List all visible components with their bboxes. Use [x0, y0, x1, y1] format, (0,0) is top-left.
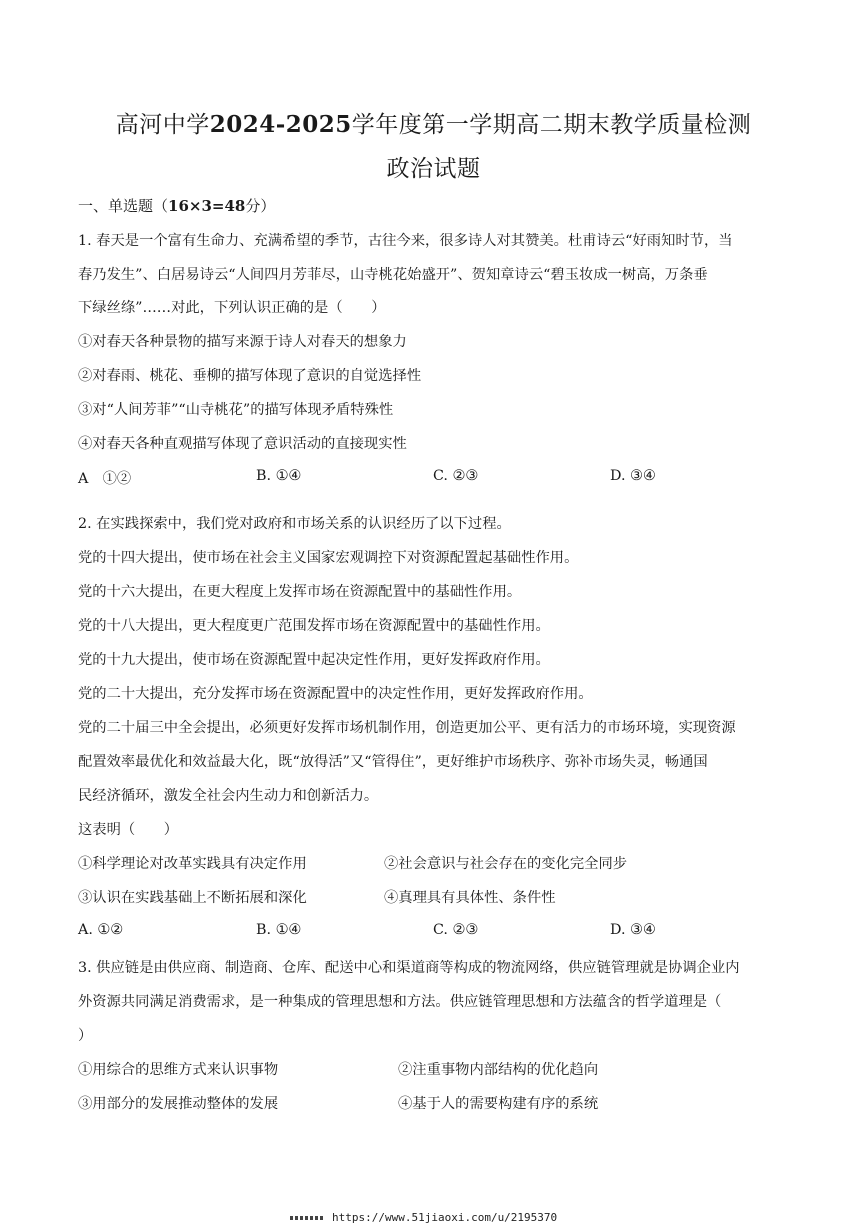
q2-option-c[interactable]: C. ②③ [433, 922, 479, 938]
exam-subtitle: 政治试题 [386, 156, 481, 182]
q3-stem-line: 3. 供应链是由供应商、制造商、仓库、配送中心和渠道商等构成的物流网络，供应链管理就是协调企业内 [78, 960, 740, 976]
section-unit: 分） [245, 197, 276, 215]
q2-stem-line: 党的十八大提出，更大程度更广范围发挥市场在资源配置中的基础性作用。 [78, 618, 550, 634]
q1-option-d[interactable]: D. ③④ [610, 468, 656, 484]
q3-stem-line: ） [78, 1028, 93, 1044]
q2-stem-line: 2. 在实践探索中，我们党对政府和市场关系的认识经历了以下过程。 [78, 516, 511, 532]
watermark-dots-icon [290, 1216, 324, 1220]
q2-statement: ④真理具有具体性、条件性 [384, 890, 556, 906]
title-years: 2024-2025 [209, 111, 352, 138]
section-heading [78, 195, 275, 216]
q2-stem-line: 党的十九大提出，使市场在资源配置中起决定性作用，更好发挥政府作用。 [78, 652, 550, 668]
q2-stem-line: 党的十六大提出，在更大程度上发挥市场在资源配置中的基础性作用。 [78, 584, 522, 600]
q3-stem-line: 外资源共同满足消费需求，是一种集成的管理思想和方法。供应链管理思想和方法蕴含的哲学道理是（ [78, 994, 722, 1010]
q2-option-b[interactable]: B. ①④ [256, 922, 302, 938]
section-score: 16×3=48 [168, 197, 246, 215]
q1-option-a[interactable]: A ①② [78, 471, 132, 487]
footer-source [290, 1211, 557, 1224]
title-term: 学年度第一学期高二期末教学质量检测 [351, 112, 752, 138]
q2-option-d[interactable]: D. ③④ [610, 922, 656, 938]
q2-stem-line: 民经济循环，激发全社会内生动力和创新活力。 [78, 788, 379, 804]
q2-statement: ①科学理论对改革实践具有决定作用 [78, 856, 307, 872]
q2-stem-line: 这表明（ ） [78, 822, 179, 838]
q1-stem-line: 1. 春天是一个富有生命力、充满希望的季节，古往今来，很多诗人对其赞美。杜甫诗云“好雨知时节，当 [78, 233, 733, 249]
q2-stem-line: 配置效率最优化和效益最大化，既“放得活”又“管得住”，更好维护市场秩序、弥补市场失灵，畅通国 [78, 754, 708, 770]
q1-statement: ④对春天各种直观描写体现了意识活动的直接现实性 [78, 436, 407, 452]
title-school: 高河中学 [115, 112, 210, 138]
q3-statement: ①用综合的思维方式来认识事物 [78, 1062, 279, 1078]
exam-title [0, 106, 867, 139]
section-label: 一、单选题（ [78, 197, 169, 215]
q1-option-c[interactable]: C. ②③ [433, 468, 479, 484]
q2-statement: ③认识在实践基础上不断拓展和深化 [78, 890, 307, 906]
q3-statement: ③用部分的发展推动整体的发展 [78, 1096, 279, 1112]
q1-stem-line: 下绿丝绦”……对此，下列认识正确的是（ ） [78, 300, 386, 316]
q1-statement: ①对春天各种景物的描写来源于诗人对春天的想象力 [78, 334, 407, 350]
q3-statement: ②注重事物内部结构的优化趋向 [398, 1062, 599, 1078]
q2-stem-line: 党的十四大提出，使市场在社会主义国家宏观调控下对资源配置起基础性作用。 [78, 550, 579, 566]
footer-url[interactable]: https://www.51jiaoxi.com/u/2195370 [332, 1211, 558, 1224]
q1-stem-line: 春乃发生”、白居易诗云“人间四月芳菲尽，山寺桃花始盛开”、贺知章诗云“碧玉妆成一树高，万条垂 [78, 267, 708, 283]
q2-statement: ②社会意识与社会存在的变化完全同步 [384, 856, 628, 872]
q1-option-b[interactable]: B. ①④ [256, 468, 302, 484]
q1-statement: ②对春雨、桃花、垂柳的描写体现了意识的自觉选择性 [78, 368, 422, 384]
q1-statement: ③对“人间芳菲”“山寺桃花”的描写体现矛盾特殊性 [78, 402, 394, 418]
q2-option-a[interactable]: A. ①② [78, 922, 124, 938]
q2-stem-line: 党的二十届三中全会提出，必须更好发挥市场机制作用，创造更加公平、更有活力的市场环境，实现资源 [78, 720, 736, 736]
q3-statement: ④基于人的需要构建有序的系统 [398, 1096, 599, 1112]
q2-stem-line: 党的二十大提出，充分发挥市场在资源配置中的决定性作用，更好发挥政府作用。 [78, 686, 593, 702]
